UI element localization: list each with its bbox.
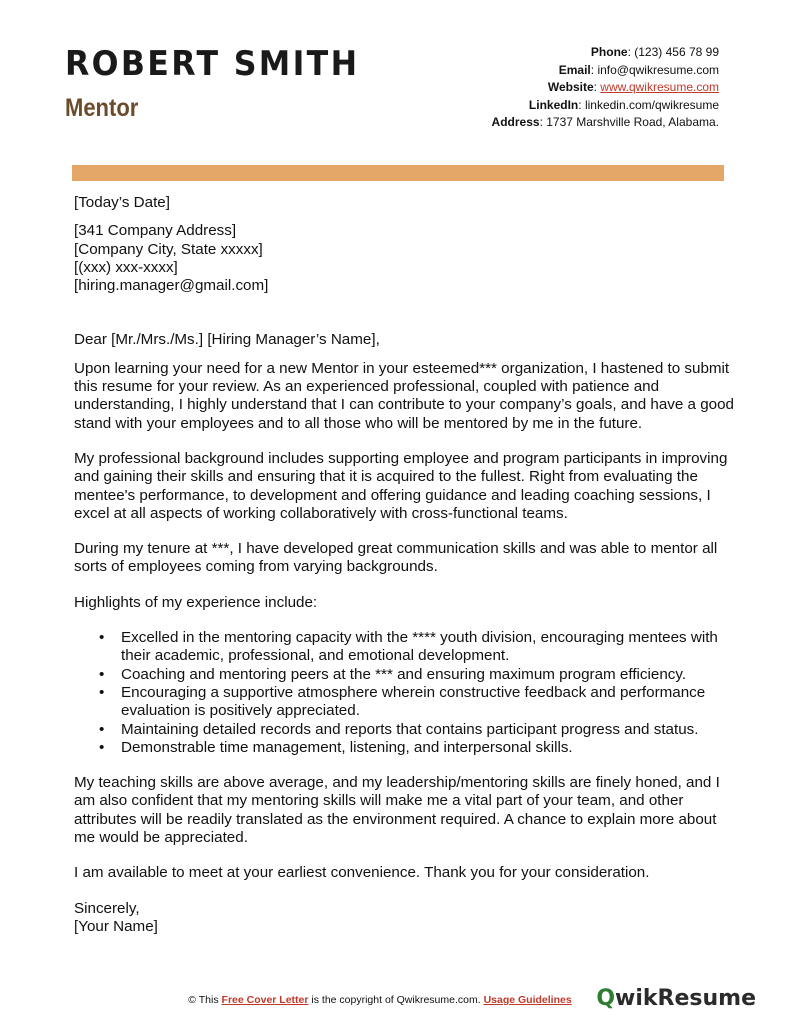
- usage-guidelines-link[interactable]: Usage Guidelines: [483, 994, 572, 1006]
- contact-email-label: Email: [558, 62, 591, 77]
- recipient-address-line: [Company City, State xxxxx]: [74, 240, 263, 258]
- signature-name: [Your Name]: [74, 917, 158, 935]
- recipient-address-line: [hiring.manager@gmail.com]: [74, 277, 269, 295]
- contact-linkedin-value: linkedin.com/qwikresume: [584, 97, 719, 112]
- body-paragraph: Upon learning your need for a new Mentor in your esteemed*** organization, I hastened to submit this resume for your review. As an experienced professional, coupled with patience and understanding, I highly understand that I can contribute to your company’s goals, and have a good stand with your employees and to all those who will be mentored by me in the future.: [74, 359, 734, 432]
- salutation: Dear [Mr./Mrs./Ms.] [Hiring Manager’s Name],: [74, 331, 380, 349]
- bullet-icon: •: [99, 720, 105, 738]
- free-cover-letter-link[interactable]: Free Cover Letter: [221, 994, 309, 1006]
- contact-linkedin-label: LinkedIn: [528, 97, 579, 112]
- highlights-intro: Highlights of my experience include:: [74, 593, 318, 611]
- contact-phone-value: (123) 456 78 99: [634, 45, 719, 59]
- contact-website: Website: www.qwikresume.com: [547, 80, 719, 95]
- contact-block: [492, 44, 719, 132]
- recipient-address-line: [(xxx) xxx-xxxx]: [74, 258, 178, 276]
- logo-q: Q: [596, 986, 616, 1011]
- recipient-address-line: [341 Company Address]: [74, 222, 237, 240]
- bullet-icon: •: [99, 738, 105, 756]
- body-paragraph: My professional background includes supporting employee and program participants in improving and gaining their skills and ensuring that it is acquired to the fullest. Right from evaluating the mentee's performance, to development and offering guidance and leading coaching sessions, I excel at all aspects of working collaboratively with cross-functional teams.: [74, 449, 728, 522]
- bullet-icon: •: [99, 629, 105, 647]
- list-item: [99, 665, 734, 684]
- list-item: [99, 683, 734, 721]
- list-item-text: Coaching and mentoring peers at the *** and ensuring maximum program efficiency.: [121, 665, 687, 683]
- contact-address-label: Address: [491, 115, 540, 130]
- footer-prefix: © This: [188, 994, 219, 1006]
- contact-email: Email: info@qwikresume.com: [558, 62, 719, 77]
- contact-linkedin: LinkedIn: linkedin.com/qwikresume: [528, 97, 719, 112]
- contact-phone: Phone: (123) 456 78 99: [590, 45, 719, 59]
- contact-address: Address: 1737 Marshville Road, Alabama.: [491, 115, 719, 130]
- list-item-text: Maintaining detailed records and reports that contains participant progress and status.: [121, 720, 699, 738]
- letter-body: [74, 194, 734, 936]
- list-item-text: Excelled in the mentoring capacity with the **** youth division, encouraging mentees with their academic, professional, and emotional development.: [121, 629, 718, 665]
- website-link[interactable]: www.qwikresume.com: [600, 80, 719, 95]
- list-item: [99, 629, 734, 666]
- signoff: Sincerely,: [74, 899, 140, 917]
- bullet-icon: •: [99, 665, 105, 683]
- job-title: Mentor: [65, 94, 139, 122]
- body-paragraph: I am available to meet at your earliest convenience. Thank you for your consideration.: [74, 864, 650, 882]
- contact-email-value: info@qwikresume.com: [597, 62, 719, 77]
- header-divider: [72, 165, 724, 181]
- list-item: [99, 738, 734, 757]
- contact-address-value: 1737 Marshville Road, Alabama.: [546, 115, 719, 130]
- list-item-text: Demonstrable time management, listening, and interpersonal skills.: [121, 738, 573, 756]
- letter-date: [Today’s Date]: [74, 194, 170, 211]
- list-item: [99, 720, 734, 739]
- contact-phone-label: Phone: [590, 45, 628, 59]
- footer-middle: is the copyright of Qwikresume.com.: [311, 994, 481, 1006]
- highlights-list: [74, 629, 734, 757]
- qwikresume-logo: [596, 986, 756, 1011]
- body-paragraph: During my tenure at ***, I have developed great communication skills and was able to mentor all sorts of employees coming from varying backgrounds.: [74, 540, 718, 576]
- contact-website-label: Website: [547, 80, 594, 95]
- logo-text: wikResume: [615, 986, 756, 1011]
- applicant-name: ROBERT SMITH: [65, 44, 360, 84]
- bullet-icon: •: [99, 683, 105, 701]
- list-item-text: Encouraging a supportive atmosphere wherein constructive feedback and performance evaluation is positively appreciated.: [121, 683, 706, 720]
- body-paragraph: My teaching skills are above average, and my leadership/mentoring skills are finely honed, and I am also confident that my mentoring skills will make me a vital part of your team, and other attributes will be readily translated as the environment required. A chance to explain more about me would be appreciated.: [74, 774, 720, 847]
